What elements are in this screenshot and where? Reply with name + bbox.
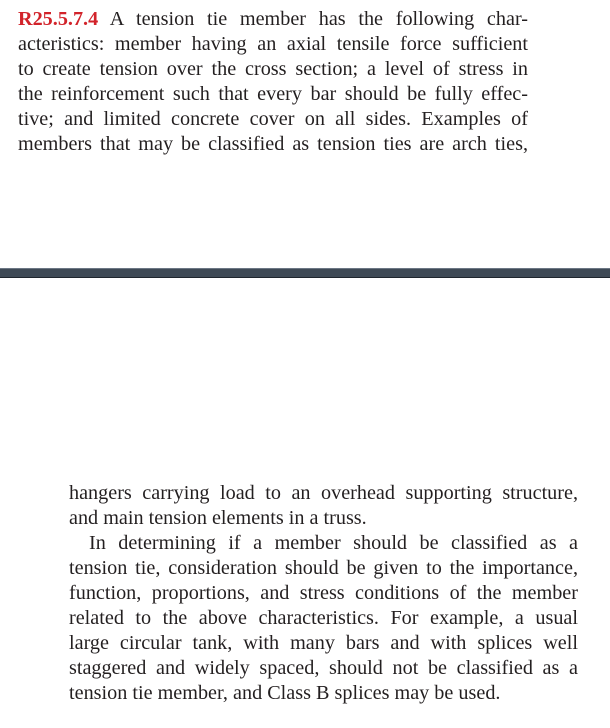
text-line (18, 7, 528, 32)
text-line: In determining if a member should be classified as a (89, 532, 578, 554)
commentary-continuation (69, 481, 578, 706)
text-line: to create tension over the cross section; a level of stress in (18, 58, 528, 80)
page-break-divider (0, 268, 610, 278)
text-line: large circular tank, with many bars and with splices well (69, 632, 578, 654)
text-line: the reinforcement such that every bar should be fully effec- (18, 83, 528, 105)
text-line: acteristics: member having an axial tensile force sufficient (18, 33, 528, 55)
commentary-paragraph-r25-5-7-4 (18, 7, 528, 157)
line-text: A tension tie member has the following char- (98, 8, 528, 30)
text-line: tension tie, consideration should be given to the importance, (69, 557, 578, 579)
text-line: members that may be classified as tension ties are arch ties, (18, 133, 528, 155)
text-line: and main tension elements in a truss. (69, 507, 367, 529)
section-number: R25.5.7.4 (18, 8, 99, 30)
text-line: tive; and limited concrete cover on all sides. Examples of (18, 108, 528, 130)
text-line: related to the above characteristics. For example, a usual (69, 607, 578, 629)
page-top-fragment (0, 0, 610, 268)
text-line: hangers carrying load to an overhead supporting structure, (69, 482, 578, 504)
text-line: tension tie member, and Class B splices may be used. (69, 682, 501, 704)
text-line: staggered and widely spaced, should not be classified as a (69, 657, 578, 679)
text-line: function, proportions, and stress conditions of the member (69, 582, 578, 604)
